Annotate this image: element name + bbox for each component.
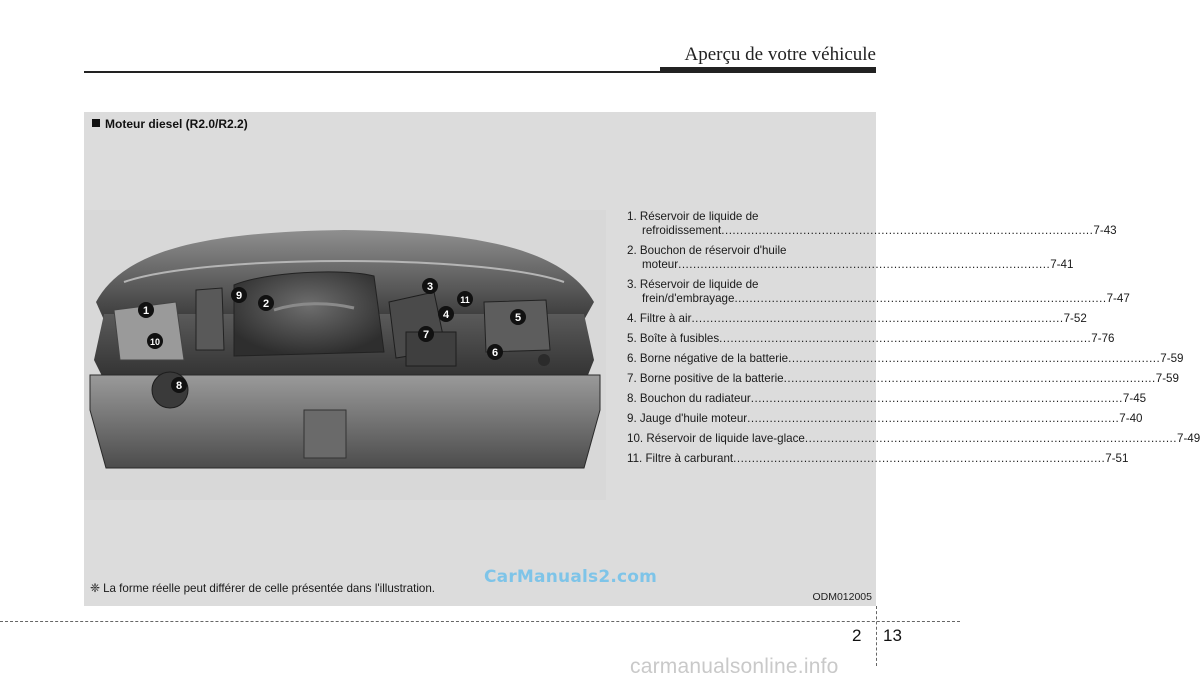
legend-item-text: 3. Réservoir de liquide de (627, 278, 759, 291)
site-watermark: carmanualsonline.info (630, 655, 839, 678)
leader-dots (788, 352, 1160, 366)
asterism-icon: ❈ (90, 581, 101, 595)
callout-7-label: 7 (422, 329, 430, 341)
callout-11-label: 11 (460, 295, 470, 305)
legend-page-ref: 7-59 (1155, 372, 1179, 385)
legend-page-ref: 7-52 (1063, 312, 1087, 325)
callout-1 (138, 302, 154, 318)
illustration-footnote (90, 581, 435, 595)
legend-item (627, 332, 1115, 346)
leader-dots (734, 292, 1106, 305)
callout-3 (422, 278, 438, 294)
section-title (92, 117, 248, 131)
legend-item-text: 10. Réservoir de liquide lave-glace (627, 432, 805, 445)
leader-dots (719, 332, 1091, 346)
leader-dots (751, 392, 1123, 406)
section-title-text: Moteur diesel (R2.0/R2.2) (105, 117, 248, 131)
legend-item (627, 432, 1200, 446)
legend-item-text: 8. Bouchon du radiateur (627, 392, 751, 405)
callout-2 (258, 295, 274, 311)
legend-item-text-cont: frein/d'embrayage (642, 292, 735, 305)
callout-5 (510, 309, 526, 325)
leader-dots (691, 312, 1063, 326)
footnote-text: La forme réelle peut différer de celle présentée dans l'illustration. (103, 582, 436, 595)
leader-dots (747, 412, 1119, 426)
legend-list (627, 210, 1200, 472)
engine-cover (234, 272, 384, 356)
legend-item-text: 11. Filtre à carburant (627, 452, 734, 465)
figure-code: ODM012005 (812, 591, 872, 603)
callout-5-label: 5 (514, 312, 522, 324)
header-rule (84, 71, 876, 73)
callout-11 (457, 291, 473, 307)
legend-item-text: 2. Bouchon de réservoir d'huile (627, 244, 787, 257)
legend-item-text: 7. Borne positive de la batterie (627, 372, 784, 385)
page-number: 13 (883, 626, 902, 645)
legend-page-ref: 7-41 (1050, 258, 1074, 271)
callout-10-label: 10 (149, 337, 161, 347)
legend-item-text: 1. Réservoir de liquide de (627, 210, 759, 223)
legend-item-text: 5. Boîte à fusibles (627, 332, 720, 345)
legend-item (627, 372, 1179, 386)
legend-item (627, 244, 1074, 272)
callout-6-label: 6 (491, 347, 499, 359)
legend-item-text: 9. Jauge d'huile moteur (627, 412, 748, 425)
leader-dots (784, 372, 1156, 386)
legend-page-ref: 7-59 (1160, 352, 1184, 365)
strut-mount (538, 354, 550, 366)
callout-8 (171, 377, 187, 393)
callout-4-label: 4 (442, 309, 450, 321)
footer-divider (876, 606, 877, 666)
latch-bracket (304, 410, 346, 458)
legend-item (627, 210, 1117, 238)
washer-reservoir-neck (196, 288, 224, 350)
legend-page-ref: 7-76 (1091, 332, 1115, 345)
callout-10 (147, 333, 163, 349)
callout-4 (438, 306, 454, 322)
legend-item (627, 312, 1087, 326)
legend-item (627, 278, 1130, 306)
legend-item (627, 412, 1143, 426)
legend-item-text-cont: moteur (642, 258, 679, 271)
leader-dots (678, 258, 1050, 271)
legend-page-ref: 7-43 (1093, 224, 1117, 237)
legend-page-ref: 7-45 (1122, 392, 1147, 405)
callout-9-label: 9 (235, 290, 243, 302)
chapter-number: 2 (852, 626, 862, 645)
legend-item-text: 6. Borne négative de la batterie (627, 352, 789, 365)
legend-item (627, 452, 1129, 466)
legend-page-ref: 7-49 (1177, 432, 1200, 445)
callout-1-label: 1 (142, 305, 150, 317)
legend-page-ref: 7-47 (1106, 292, 1130, 305)
legend-item (627, 392, 1147, 406)
callout-8-label: 8 (175, 380, 183, 392)
leader-dots (721, 224, 1093, 237)
square-bullet-icon (92, 119, 100, 127)
engine-bay-illustration (84, 210, 606, 500)
page-header-title: Aperçu de votre véhicule (684, 44, 876, 65)
footer-rule (0, 621, 960, 622)
carmanuals-watermark: CarManuals2.com (484, 567, 658, 587)
callout-2-label: 2 (262, 298, 270, 310)
legend-page-ref: 7-51 (1105, 452, 1129, 465)
leader-dots (805, 432, 1177, 446)
illustration-panel (84, 112, 1200, 606)
legend-page-ref: 7-40 (1119, 412, 1143, 425)
legend-item-text: 4. Filtre à air (627, 312, 692, 325)
legend-item-text-cont: refroidissement (642, 224, 722, 237)
callout-6 (487, 344, 503, 360)
leader-dots (733, 452, 1105, 466)
callout-7 (418, 326, 434, 342)
callout-3-label: 3 (426, 281, 434, 293)
legend-item (627, 352, 1184, 366)
callout-9 (231, 287, 247, 303)
